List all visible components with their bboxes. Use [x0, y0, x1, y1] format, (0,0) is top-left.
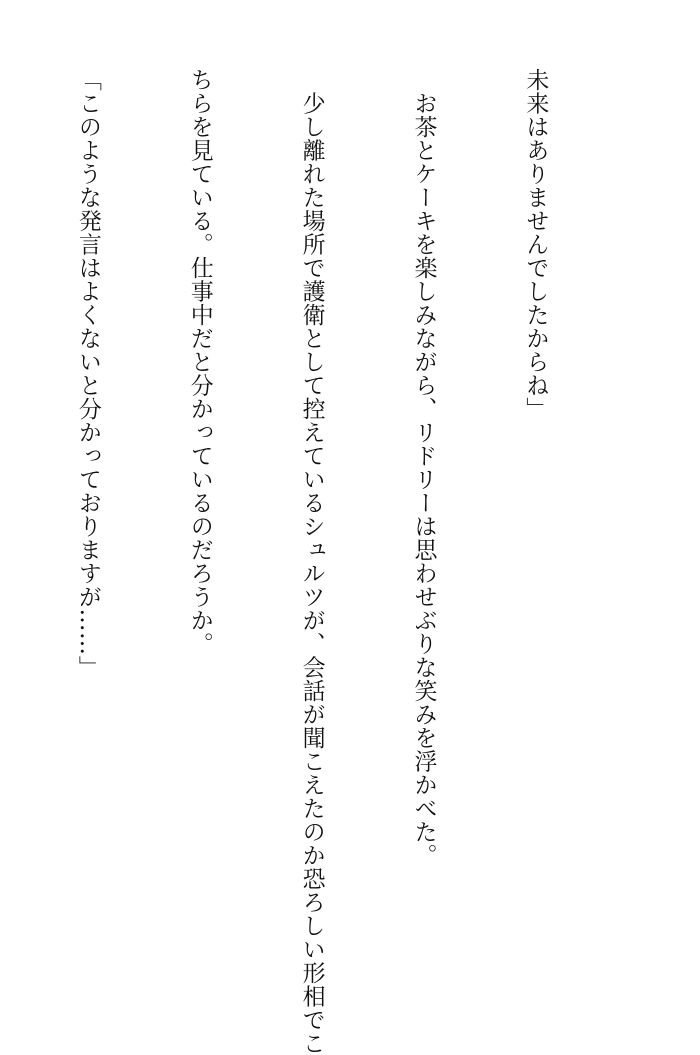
vertical-text-block: [0, 68, 628, 1055]
text-line-1: 未来はありませんでしたからね」: [522, 68, 549, 421]
text-line-2: お茶とケーキを楽しみながら、リドリーは思わせぶりな笑みを浮かべた。: [410, 68, 437, 867]
text-line-5: 「このような発言はよくないと分かっておりますが……」: [74, 68, 101, 679]
text-line-3: 少し離れた場所で護衛として控えているシュルツが、会話が聞こえたのか恐ろしい形相でこ: [298, 68, 325, 1055]
text-line-4: ちらを見ている。仕事中だと分かっているのだろうか。: [186, 68, 213, 656]
